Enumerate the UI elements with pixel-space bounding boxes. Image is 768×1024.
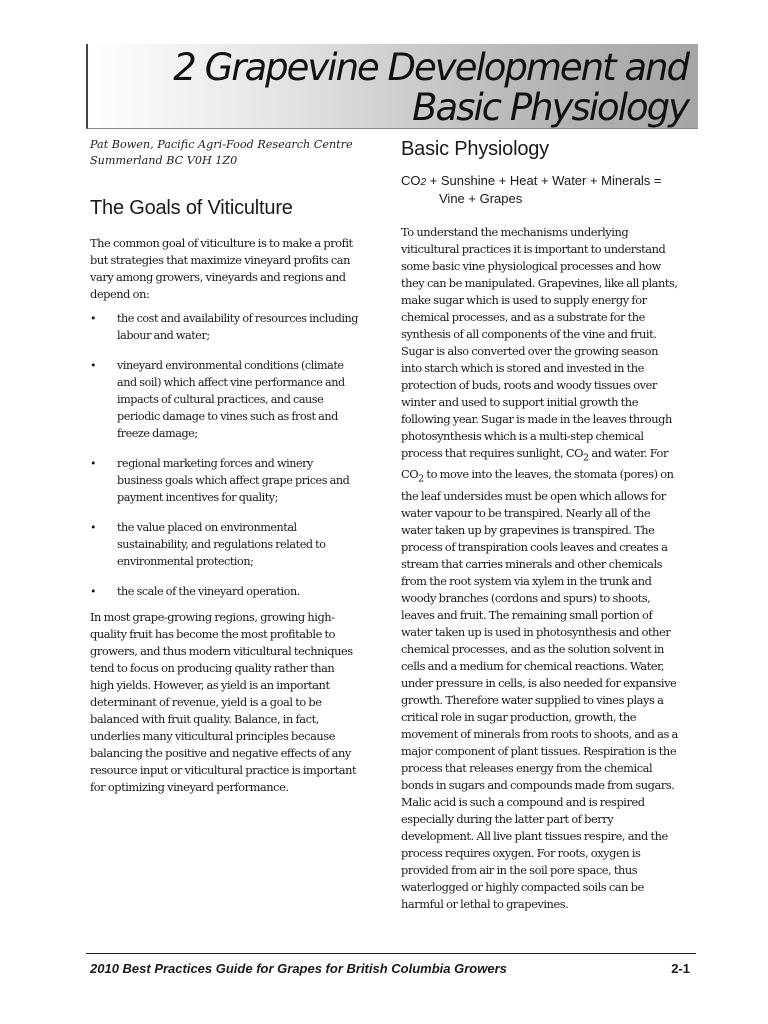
left-column [90, 137, 358, 796]
list-item-text: the scale of the vineyard operation. [117, 585, 300, 598]
chapter-banner [86, 44, 698, 129]
equation-line1-text: + Sunshine + Heat + Water + Minerals = [426, 173, 662, 188]
equation-co2: CO [401, 173, 421, 188]
bullet-icon: • [90, 585, 97, 598]
physiology-equation [401, 173, 678, 207]
author-line-2: Summerland BC V0H 1Z0 [90, 153, 238, 167]
physiology-text-part1: To understand the mechanisms underlying viticultural practices it is important to understand some basic vine physiological processes and how they can be manipulated. Grapevines, like all plants, make sugar which is used to supply energy for chemical processes, and as a substrate for the synthesis of all components of the vine and fruit. Sugar is also converted over the growing season into starch which is stored and invested in the protection of buds, roots and woody tissues over winter and used to support initial growth the following year. Sugar is made in the leaves through photosynthesis which is a multi-step chemical process that requires sunlight, CO [401, 225, 678, 460]
section-heading-goals: The Goals of Viticulture [90, 197, 293, 219]
equation-line-1 [401, 173, 678, 191]
chapter-title-line1: 2 Grapevine Development and [173, 46, 688, 89]
list-item-text: the cost and availability of resources including labour and water; [117, 312, 358, 342]
goals-intro-paragraph: The common goal of viticulture is to make a profit but strategies that maximize vineyard profits can vary among growers, vineyards and regions and depend on: [90, 236, 353, 301]
list-item-text: regional marketing forces and winery business goals which affect grape prices and payment incentives for quality; [117, 457, 350, 504]
right-column [401, 137, 678, 913]
physiology-text-part3: to move into the leaves, the stomata (pores) on the leaf undersides must be open which allows for water vapour to be transpired. Nearly all of the water taken up by grapevines is transpired. The process of transpiration cools leaves and creates a stream that carries minerals and other chemicals from the root system via xylem in the trunk and woody branches (cordons and spurs) to shoots, leaves and fruit. The remaining small portion of water taken up is used in photosynthesis and other chemical processes, and as the solution solvent in cells and a medium for chemical reactions. Water, under pressure in cells, is also needed for expansive growth. Therefore water supplied to vines plays a critical role in sugar production, growth, the movement of minerals from roots to shoots, and as a major component of plant tissues. Respiration is the process that releases energy from the chemical bonds in sugars and compounds made from sugars. Malic acid is such a compound and is respired especially during the latter part of berry development. All live plant tissues respire, and the process requires oxygen. For roots, oxygen is provided from air in the soil pore space, thus waterlogged or highly compacted soils can be harmful or lethal to grapevines. [401, 467, 678, 911]
physiology-text-part2: and water. For CO [401, 446, 668, 482]
bullet-icon: • [90, 312, 97, 325]
list-item [90, 310, 358, 344]
chapter-title-line2: Basic Physiology [412, 86, 688, 129]
list-item [90, 583, 358, 600]
goals-bullet-list [90, 310, 358, 600]
list-item [90, 519, 358, 570]
list-item-text: the value placed on environmental sustainability, and regulations related to environmental protection; [117, 521, 326, 568]
list-item-text: vineyard environmental conditions (climate and soil) which affect vine performance and impacts of cultural practices, and cause periodic damage to vines such as frost and freeze damage; [117, 359, 345, 440]
goals-closing-paragraph: In most grape-growing regions, growing high-quality fruit has become the most profitable to growers, and thus modern viticultural techniques tend to focus on producing quality rather than high yields. However, as yield is an important determinant of revenue, yield is a goal to be balanced with fruit quality. Balance, in fact, underlies many viticultural principles because balancing the positive and negative effects of any resource input or viticultural practice is important for optimizing vineyard performance. [90, 610, 357, 794]
equation-line-2: Vine + Grapes [439, 191, 523, 206]
list-item [90, 455, 358, 506]
list-item [90, 357, 358, 442]
footer-title: 2010 Best Practices Guide for Grapes for British Columbia Growers [90, 961, 507, 976]
subscript-2: 2 [418, 473, 424, 485]
chapter-title [173, 48, 688, 128]
subscript-2: 2 [583, 452, 589, 464]
bullet-icon: • [90, 521, 97, 534]
footer-rule [86, 953, 696, 954]
page-number: 2-1 [671, 961, 690, 976]
bullet-icon: • [90, 457, 97, 470]
bullet-icon: • [90, 359, 97, 372]
author-line-1: Pat Bowen, Pacific Agri-Food Research Centre [90, 138, 353, 151]
section-heading-physiology: Basic Physiology [401, 138, 549, 160]
equation-subscript: 2 [420, 177, 427, 188]
physiology-paragraph [401, 224, 678, 913]
